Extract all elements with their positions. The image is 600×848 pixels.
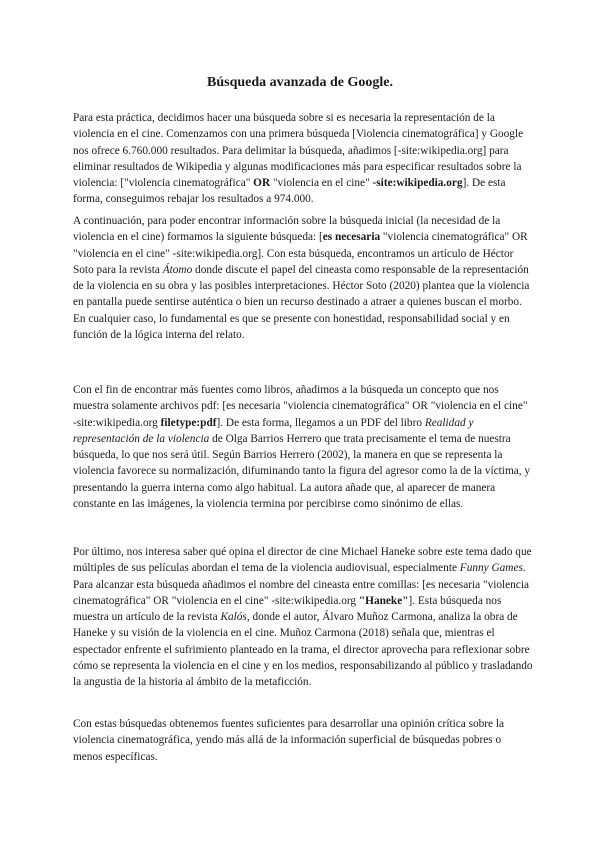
paragraph-text: "violencia cinematográfica" OR "violencia en el cine" -site:wikipedia.org]. Con esta búsqueda, encontramos un artículo de Héctor Soto para la revista xyxy=(73,231,528,276)
paragraph-1 xyxy=(73,110,533,208)
bold-text: filetype:pdf xyxy=(160,416,217,429)
bold-text: "Haneke" xyxy=(358,594,409,607)
italic-text: Funny Games xyxy=(459,562,523,575)
italic-text: Kalós xyxy=(220,611,247,624)
paragraph-text: Con estas búsquedas obtenemos fuentes suficientes para desarrollar una opinión crítica sobre la violencia cinematográfica, yendo más allá de la información superficial de búsquedas pobres o menos específicas. xyxy=(73,718,505,763)
paragraph-text: , donde el autor, Álvaro Muñoz Carmona, analiza la obra de Haneke y su visión de la violencia en el cine. Muñoz Carmona (2018) señala que, mientras el espectador enfrente el sufrimiento planteado en la trama, el director aprovecha para reflexionar sobre cómo se representa la violencia en el cine y en los medios, responsabilizando al público y trasladando la angustia de la historia al ámbito de la metaficción. xyxy=(73,611,533,689)
bold-text: es necesaria xyxy=(322,231,381,244)
italic-text: Realidad y representación de la violencia xyxy=(73,416,474,445)
italic-text: Átomo xyxy=(162,263,193,276)
paragraph-text: ]. Esta búsqueda nos muestra un artículo de la revista xyxy=(73,594,502,624)
bold-text: OR xyxy=(253,177,271,190)
paragraph-text: de Olga Barrios Herrero que trata precisamente el tema de nuestra búsqueda, lo que nos será útil. Según Barrios Herrero (2002), la manera en que se representa la violencia favorece su normalización, difuminando tanto la figura del agresor como la de la víctima, y presentando la guerra interna como algo habitual. La autora añade que, al aparecer de manera constante en las imágenes, la violencia termina por percibirse como sinónimo de ellas. xyxy=(73,432,531,511)
paragraph-5 xyxy=(73,716,533,765)
paragraph-text: donde discute el papel del cineasta como responsable de la representación de la violencia en su obra y las posibles interpretaciones. Héctor Soto (2020) plantea que la violencia en pantalla puede sentirse auténtica o bien un recurso destinado a atraer a quienes buscan el morbo. En cualquier caso, lo fundamental es que se presente con honestidad, responsabilidad social y en función de la lógica interna del relato. xyxy=(73,263,530,342)
paragraph-text: Por último, nos interesa saber qué opina el director de cine Michael Haneke sobre este tema dado que múltiples de sus películas abordan el tema de la violencia audiovisual, especialmente xyxy=(73,546,532,575)
paragraph-text: Con el fin de encontrar más fuentes como libros, añadimos a la búsqueda un concepto que nos muestra solamente archivos pdf: [es necesaria "violencia cinematográfica" OR "violencia en el cine" -site:wikipedia.org xyxy=(73,384,528,429)
page-title: Búsqueda avanzada de Google. xyxy=(207,75,393,90)
paragraph-text: Para esta práctica, decidimos hacer una búsqueda sobre si es necesaria la representación de la violencia en el cine. Comenzamos con una primera búsqueda [Violencia cinematográfica] y Google nos ofrece 6.760.000 resultados. Para delimitar la búsqueda, añadimos [-site:wikipedia.org] para eliminar resultados de Wikipedia y algunas modificaciones más para especificar resultados sobre la violencia: ["violencia cinematográfica" xyxy=(73,112,524,190)
paragraph-text: ]. De esta forma, conseguimos rebajar los resultados a 974.000. xyxy=(73,177,506,206)
paragraph-text: ]. De esta forma, llegamos a un PDF del libro xyxy=(216,416,425,429)
bold-text: -site:wikipedia.org xyxy=(372,177,463,190)
paragraph-2 xyxy=(73,213,533,343)
paragraph-4 xyxy=(73,544,533,691)
paragraph-text: . Para alcanzar esta búsqueda añadimos el nombre del cineasta entre comillas: [es necesaria "violencia cinematográfica" OR "violencia en el cine" -site:wikipedia.org xyxy=(73,562,529,607)
paragraph-3 xyxy=(73,382,533,512)
paragraph-text: A continuación, para poder encontrar información sobre la búsqueda inicial (la necesidad de la violencia en el cine) formamos la siguiente búsqueda: [ xyxy=(73,215,501,244)
paragraph-text: "violencia en el cine" xyxy=(270,177,373,190)
